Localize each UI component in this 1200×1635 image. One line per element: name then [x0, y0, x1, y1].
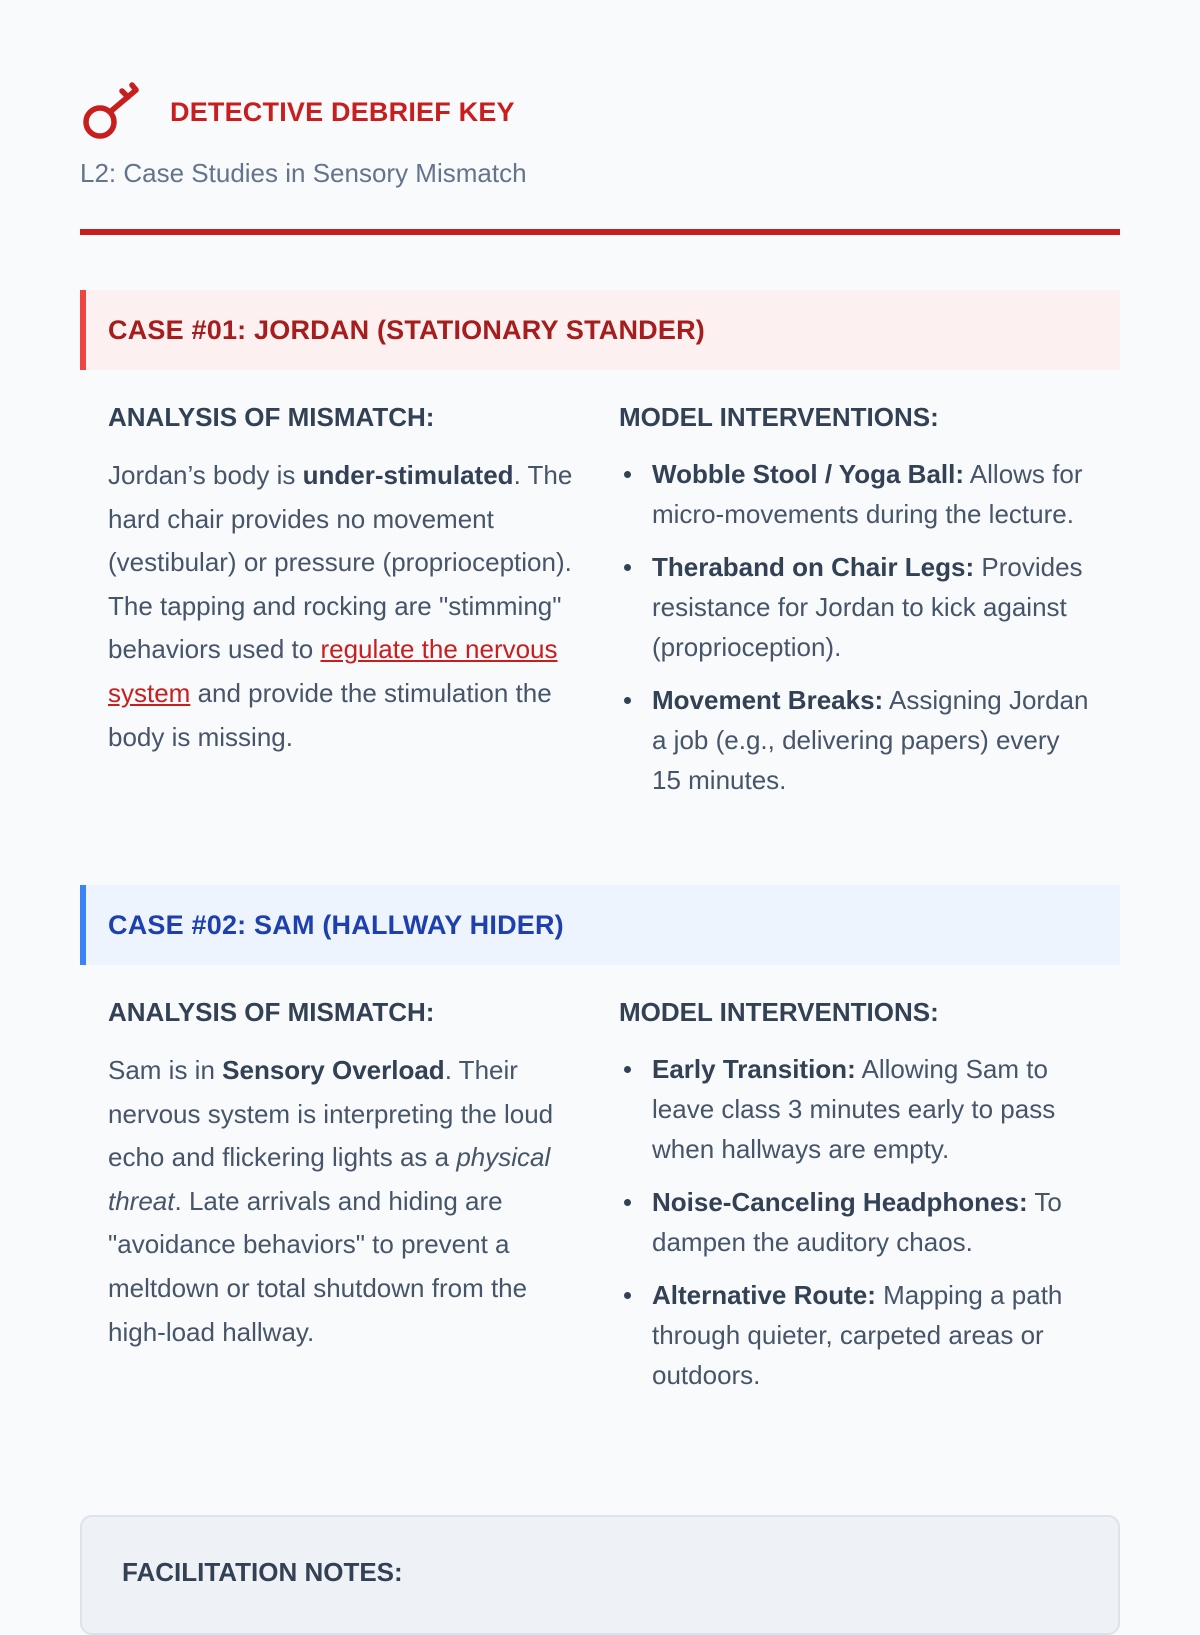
list-item: Noise-Canceling Headphones: To dampen the auditory chaos. [619, 1182, 1089, 1262]
list-item: Wobble Stool / Yoga Ball: Allows for micro-movements during the lecture. [619, 454, 1089, 534]
interventions-column [619, 400, 1089, 813]
page-subtitle: L2: Case Studies in Sensory Mismatch [80, 158, 527, 188]
interventions-heading: MODEL INTERVENTIONS: [619, 402, 939, 432]
analysis-heading: ANALYSIS OF MISMATCH: [108, 997, 435, 1027]
list-item: Theraband on Chair Legs: Provides resistance for Jordan to kick against (proprioception). [619, 547, 1089, 667]
analysis-text: Sam is in Sensory Overload. Their nervous system is interpreting the loud echo and flickering lights as a physical threat. Late arrivals and hiding are "avoidance behaviors" to prevent a meltdown or total shutdown from the high-load hallway. [108, 1055, 554, 1347]
page-title: DETECTIVE DEBRIEF KEY [170, 96, 515, 127]
analysis-heading: ANALYSIS OF MISMATCH: [108, 402, 435, 432]
header-divider [80, 229, 1120, 235]
case-body [80, 995, 1120, 1408]
header [80, 80, 1120, 144]
interventions-list [619, 1049, 1089, 1395]
interventions-column [619, 995, 1089, 1408]
key-icon [80, 80, 144, 144]
interventions-heading: MODEL INTERVENTIONS: [619, 997, 939, 1027]
analysis-column [108, 995, 588, 1408]
case-title: CASE #02: SAM (HALLWAY HIDER) [80, 885, 1120, 965]
interventions-list [619, 454, 1089, 800]
case-body [80, 400, 1120, 813]
list-item: Movement Breaks: Assigning Jordan a job (e.g., delivering papers) every 15 minutes. [619, 680, 1089, 800]
facilitation-notes-heading: FACILITATION NOTES: [122, 1557, 403, 1587]
analysis-text: Jordan’s body is under-stimulated. The hard chair provides no movement (vestibular) or pressure (proprioception). The tapping and rocking are "stimming" behaviors used to regulate the nervous system and provide the stimulation the body is missing. [108, 460, 573, 752]
list-item: Early Transition: Allowing Sam to leave class 3 minutes early to pass when hallways are empty. [619, 1049, 1089, 1169]
facilitation-notes-box [80, 1515, 1120, 1635]
case-title: CASE #01: JORDAN (STATIONARY STANDER) [80, 290, 1120, 370]
debrief-key-page [80, 80, 1120, 1408]
list-item: Alternative Route: Mapping a path through quieter, carpeted areas or outdoors. [619, 1275, 1089, 1395]
analysis-column [108, 400, 588, 813]
glossary-link[interactable]: regulate the nervous system [108, 634, 558, 708]
case-section-jordan [80, 290, 1120, 813]
case-section-sam [80, 885, 1120, 1408]
